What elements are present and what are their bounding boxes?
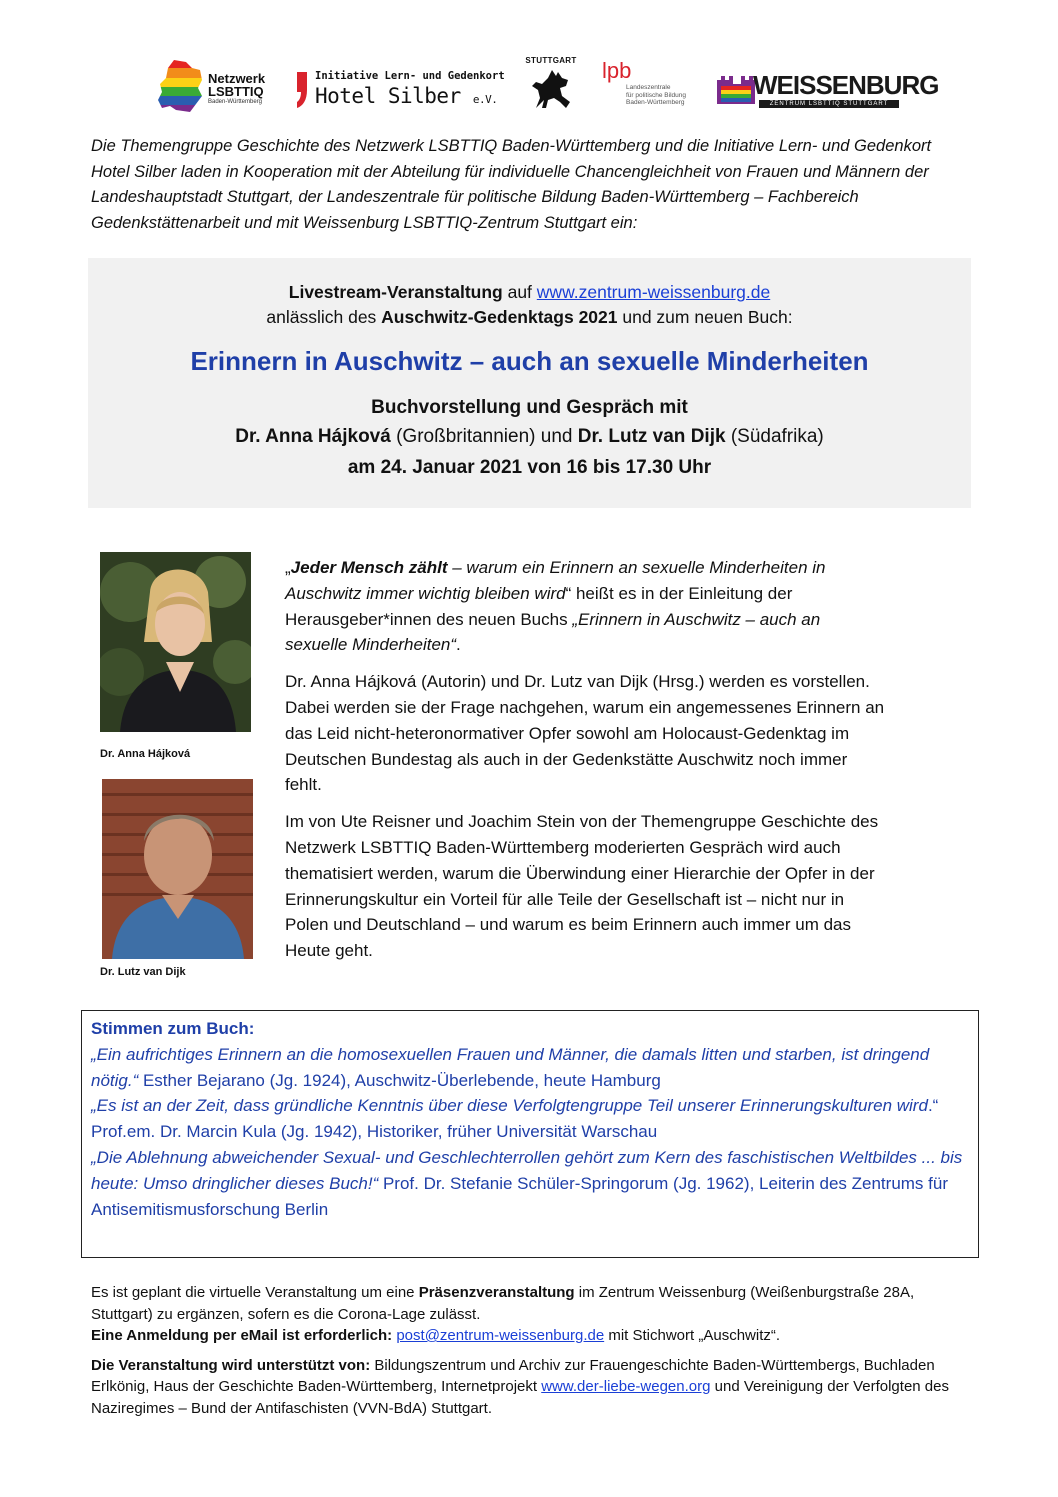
logo-row xyxy=(150,52,939,122)
hotel-silber-suffix: e.V. xyxy=(472,93,498,106)
review-2 xyxy=(91,1093,969,1145)
rainbow-state-map-icon xyxy=(156,58,206,114)
netzwerk-logo-line1: Netzwerk xyxy=(208,71,266,86)
description-paragraph-1 xyxy=(285,555,885,658)
anna-hajkova-photo xyxy=(100,552,251,732)
lpb-logo-abbr: lpb xyxy=(602,58,632,83)
lpb-logo-line1: Landeszentrale xyxy=(626,84,671,91)
livestream-label: Livestream-Veranstaltung xyxy=(288,282,503,302)
lpb-logo-line2: für politische Bildung xyxy=(626,91,686,99)
occasion-post: und zum neuen Buch: xyxy=(617,307,793,327)
livestream-auf: auf xyxy=(502,282,537,302)
castle-icon xyxy=(715,74,757,106)
stuttgart-logo xyxy=(522,56,580,116)
lpb-logo xyxy=(602,58,712,114)
f3-pre: Bildungszentrum und Archiv zur Frauengeschichte Baden-Württembergs, Buchladen Erlkönig, Haus der Geschichte Baden-Württemberg, Internetprojekt xyxy=(91,1356,935,1395)
speaker2-country: (Südafrika) xyxy=(725,426,824,447)
p1-italic: – warum ein Erinnern an sexuelle Minderheiten in Auschwitz immer wichtig bleiben wird xyxy=(285,558,826,603)
horse-icon xyxy=(528,68,574,114)
livestream-link[interactable]: www.zentrum-weissenburg.de xyxy=(536,282,771,302)
f1-post: im Zentrum Weissenburg (Weißenburgstraße 28A, Stuttgart) zu ergänzen, sofern es die Corona-Lage zulässt. xyxy=(91,1284,915,1323)
livestream-line xyxy=(88,280,971,304)
registration-email-link[interactable]: post@zentrum-weissenburg.de xyxy=(396,1327,605,1344)
p1-book-title: „Erinnern in Auschwitz – auch an sexuelle Minderheiten“ xyxy=(285,609,821,655)
hotel-silber-logo-line1: Initiative Lern- und Gedenkort xyxy=(315,70,505,82)
speaker2-name: Dr. Lutz van Dijk xyxy=(577,426,726,447)
lutz-van-dijk-photo xyxy=(102,779,253,959)
p1-bold-italic: Jeder Mensch zählt xyxy=(290,558,448,577)
intro-text: Die Themengruppe Geschichte des Netzwerk LSBTTIQ Baden-Württemberg und die Initiative Lern- und Gedenkort Hotel Silber laden in Kooperation mit der Abteilung für individuelle Chancengleichheit von Frauen und Männern der Landeshauptstadt Stuttgart, der Landeszentrale für politische Bildung Baden-Württemberg – Fachbereich Gedenkstättenarbeit und mit Weissenburg LSBTTIQ-Zentrum Stuttgart ein: xyxy=(91,137,932,232)
description-paragraph-3: Im von Ute Reisner und Joachim Stein von der Themengruppe Geschichte des Netzwerk LSBTTIQ Baden-Württemberg moderierten Gespräch wird auch thematisiert werden, warum die Überwindung einer Hierarchie der Opfer in der Erinnerungskultur ein Vorteil für alle Teile der Gesellschaft ist – nicht nur in Polen und Deutschland – und warum es beim Erinnern auch immer um das Heute geht. xyxy=(285,812,879,961)
reviews-box xyxy=(81,1010,979,1258)
footer-presence-note xyxy=(91,1282,971,1347)
hotel-silber-logo xyxy=(295,66,520,114)
portrait-woman-icon xyxy=(100,552,251,732)
weissenburg-logo xyxy=(715,70,939,110)
p1-mid: “ heißt es in der Einleitung der Herausgeber*innen des neuen Buchs xyxy=(285,583,793,629)
review-1 xyxy=(91,1042,969,1094)
occasion-bold: Auschwitz-Gedenktags 2021 xyxy=(381,307,618,327)
f2-bold: Eine Anmeldung per eMail ist erforderlich: xyxy=(91,1327,393,1344)
f3-bold: Die Veranstaltung wird unterstützt von: xyxy=(91,1356,371,1374)
reviews-heading: Stimmen zum Buch: xyxy=(91,1019,255,1038)
weissenburg-logo-name: WEISSENBURG xyxy=(753,70,939,100)
netzwerk-lsbttiq-logo xyxy=(156,58,286,116)
announcement-box xyxy=(88,258,971,508)
f1-pre: Es ist geplant die virtuelle Veranstaltung um eine xyxy=(91,1284,419,1301)
speakers-line xyxy=(88,424,971,450)
description-column xyxy=(285,555,885,975)
f2-post: mit Stichwort „Auschwitz“. xyxy=(604,1327,781,1344)
p1-open: „ xyxy=(285,558,291,577)
footer-supporters xyxy=(91,1355,971,1420)
f1-bold: Präsenzveranstaltung xyxy=(418,1284,575,1301)
speaker1-country: (Großbritannien) und xyxy=(390,426,578,447)
footer-notes xyxy=(91,1282,971,1427)
hotel-silber-logo-name xyxy=(315,84,497,108)
review-3 xyxy=(91,1145,969,1222)
description-paragraph-2: Dr. Anna Hájková (Autorin) und Dr. Lutz van Dijk (Hrsg.) werden es vorstellen. Dabei werden sie der Frage nachgehen, warum ein angemessenes Erinnern an das Leid nicht-heteronormativer Opfer sowohl am Holocaust-Gedenktag im Deutschen Bundestag als auch in der Gedenkstätte Auschwitz noch immer fehlt. xyxy=(285,672,885,795)
review-2-source: .“ Prof.em. Dr. Marcin Kula (Jg. 1942), Historiker, früher Universität Warschau xyxy=(91,1096,939,1142)
event-title: Erinnern in Auschwitz – auch an sexuelle Minderheiten xyxy=(190,346,869,376)
f3-post: und Vereinigung der Verfolgten des Naziregimes – Bund der Antifaschisten (VVN-BdA) Stuttgart. xyxy=(91,1378,949,1417)
lpb-logo-text xyxy=(626,84,686,107)
p1-end: . xyxy=(456,635,461,655)
netzwerk-logo-line2: LSBTTIQ xyxy=(208,84,264,99)
der-liebe-wegen-link[interactable]: www.der-liebe-wegen.org xyxy=(541,1378,711,1395)
review-1-source: Esther Bejarano (Jg. 1924), Auschwitz-Überlebende, heute Hamburg xyxy=(138,1070,661,1090)
event-date: am 24. Januar 2021 von 16 bis 17.30 Uhr xyxy=(347,457,712,478)
event-subtitle: Buchvorstellung und Gespräch mit xyxy=(371,397,688,418)
anna-hajkova-caption: Dr. Anna Hájková xyxy=(100,748,191,760)
review-3-source: Prof. Dr. Stefanie Schüler-Springorum (Jg. 1962), Leiterin des Zentrums für Antisemitismusforschung Berlin xyxy=(91,1173,948,1219)
occasion-pre: anlässlich des xyxy=(266,307,382,327)
lpb-logo-line3: Baden-Württemberg xyxy=(626,99,685,106)
weissenburg-logo-subline: ZENTRUM LSBTTIQ STUTTGART xyxy=(759,100,899,108)
portrait-man-icon xyxy=(102,779,253,959)
speaker1-name: Dr. Anna Hájková xyxy=(235,426,391,447)
review-1-quote: „Ein aufrichtiges Erinnern an die homosexuellen Frauen und Männer, die damals litten und starben, ist dringend nötig.“ xyxy=(91,1044,930,1090)
stuttgart-logo-label: STUTTGART xyxy=(525,56,577,65)
review-3-quote: „Die Ablehnung abweichender Sexual- und Geschlechterrollen gehört zum Kern des faschistischen Weltbildes ... bis heute: Umso dringlicher dieses Buch!“ xyxy=(91,1147,963,1193)
lutz-van-dijk-caption: Dr. Lutz van Dijk xyxy=(100,966,186,978)
occasion-line xyxy=(88,305,971,329)
netzwerk-logo-line3: Baden-Württemberg xyxy=(208,99,263,105)
review-2-quote: „Es ist an der Zeit, dass gründliche Kenntnis über diese Verfolgtengruppe Teil unserer Erinnerungskulturen wird xyxy=(91,1096,928,1116)
quote-mark-icon xyxy=(295,72,309,108)
hotel-silber-name: Hotel Silber xyxy=(315,84,461,108)
